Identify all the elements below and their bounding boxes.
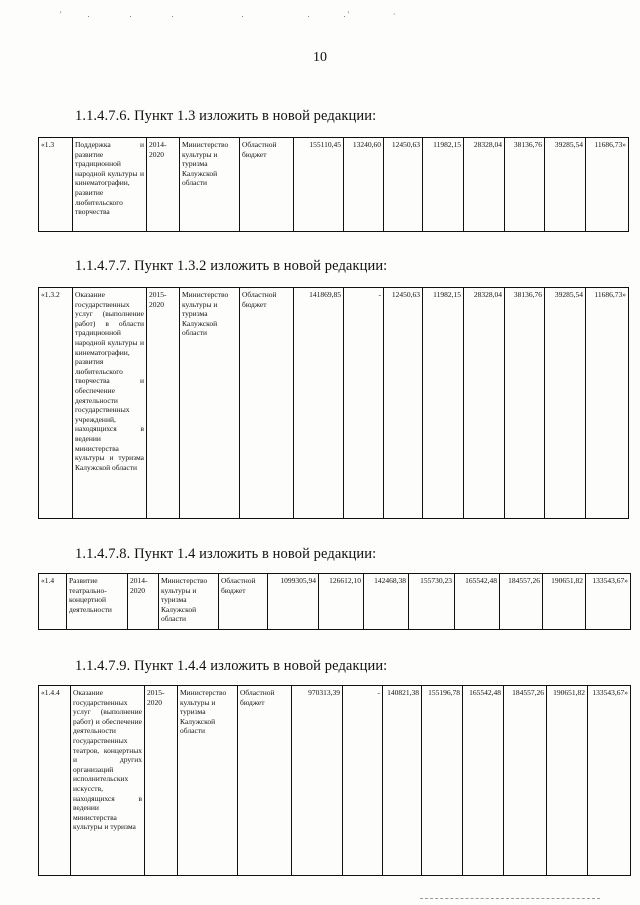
item-name: Оказание государственных услуг (выполнение работ) и обеспечение деятельности государственных театров, концертных и других организаций исполнительских искусств, находящихся в ведении министерства культуры и туризма [71,686,145,876]
value-cell: 11686,73» [586,288,629,519]
section-heading-1-3: 1.1.4.7.6. Пункт 1.3 изложить в новой редакции: [75,108,377,124]
item-source: Областной бюджет [238,686,292,876]
value-cell: 142468,38 [364,574,409,630]
item-executor: Министерство культуры и туризма Калужской области [178,686,238,876]
value-cell: 133543,67» [586,574,631,630]
item-name: Поддержка и развитие традиционной народной культуры и кинематографии, развитие любительского творчества [73,138,147,232]
value-cell: 184557,26 [504,686,547,876]
value-cell: 39285,54 [545,138,586,232]
value-cell: 38136,76 [505,288,545,519]
value-cell: 11982,15 [423,138,464,232]
value-cell: 184557,26 [500,574,543,630]
value-cell: 165542,48 [463,686,504,876]
item-executor: Министерство культуры и туризма Калужской области [159,574,219,630]
section-heading-1-3-2: 1.1.4.7.7. Пункт 1.3.2 изложить в новой редакции: [75,258,388,274]
value-cell: 190651,82 [543,574,586,630]
table-row [39,574,631,630]
item-period: 2015-2020 [147,288,180,519]
amendment-table-1-4-4 [38,685,631,876]
value-cell: 38136,76 [505,138,545,232]
value-cell: 28328,04 [464,288,505,519]
item-code: «1.3.2 [39,288,73,519]
value-cell: 126612,10 [319,574,364,630]
page-number: 10 [313,50,327,65]
value-total: 155110,45 [294,138,344,232]
table-row [39,686,631,876]
item-source: Областной бюджет [219,574,268,630]
value-total: 970313,39 [292,686,343,876]
value-cell: 155196,78 [422,686,463,876]
item-source: Областной бюджет [240,138,294,232]
value-total: 141869,85 [294,288,344,519]
section-heading-1-4-4: 1.1.4.7.9. Пункт 1.4.4 изложить в новой редакции: [75,658,388,674]
value-cell: 155730,23 [409,574,455,630]
value-cell: 11686,73» [586,138,629,232]
amendment-table-1-3 [38,137,629,232]
table-row [39,288,629,519]
item-executor: Министерство культуры и туризма Калужской области [180,288,240,519]
value-cell: 133543,67» [588,686,631,876]
value-cell: 12450,63 [384,288,423,519]
amendment-table-1-4 [38,573,631,630]
value-cell: 165542,48 [455,574,500,630]
value-cell: 12450,63 [384,138,423,232]
item-name: Развитие театрально-концертной деятельности [67,574,128,630]
value-cell: 13240,60 [344,138,384,232]
value-cell: - [344,288,384,519]
item-code: «1.4.4 [39,686,71,876]
value-cell: 11982,15 [423,288,464,519]
value-cell: 28328,04 [464,138,505,232]
value-cell: 140821,38 [383,686,422,876]
item-period: 2015-2020 [145,686,178,876]
item-period: 2014-2020 [128,574,159,630]
scan-edge-mark [420,898,600,899]
item-code: «1.4 [39,574,67,630]
value-cell: 190651,82 [547,686,588,876]
value-cell: - [343,686,383,876]
item-code: «1.3 [39,138,73,232]
item-source: Областной бюджет [240,288,294,519]
item-period: 2014-2020 [147,138,180,232]
section-heading-1-4: 1.1.4.7.8. Пункт 1.4 изложить в новой редакции: [75,546,377,562]
item-name: Оказание государственных услуг (выполнение работ) в области традиционной народной культуры и кинематографии, развития любительского творчества и обеспечение деятельности государственных учреждений, находящихся в ведении министерства культуры и туризма Калужской области [73,288,147,519]
value-total: 1099305,94 [268,574,319,630]
value-cell: 39285,54 [545,288,586,519]
table-row [39,138,629,232]
amendment-table-1-3-2 [38,287,629,519]
item-executor: Министерство культуры и туризма Калужской области [180,138,240,232]
